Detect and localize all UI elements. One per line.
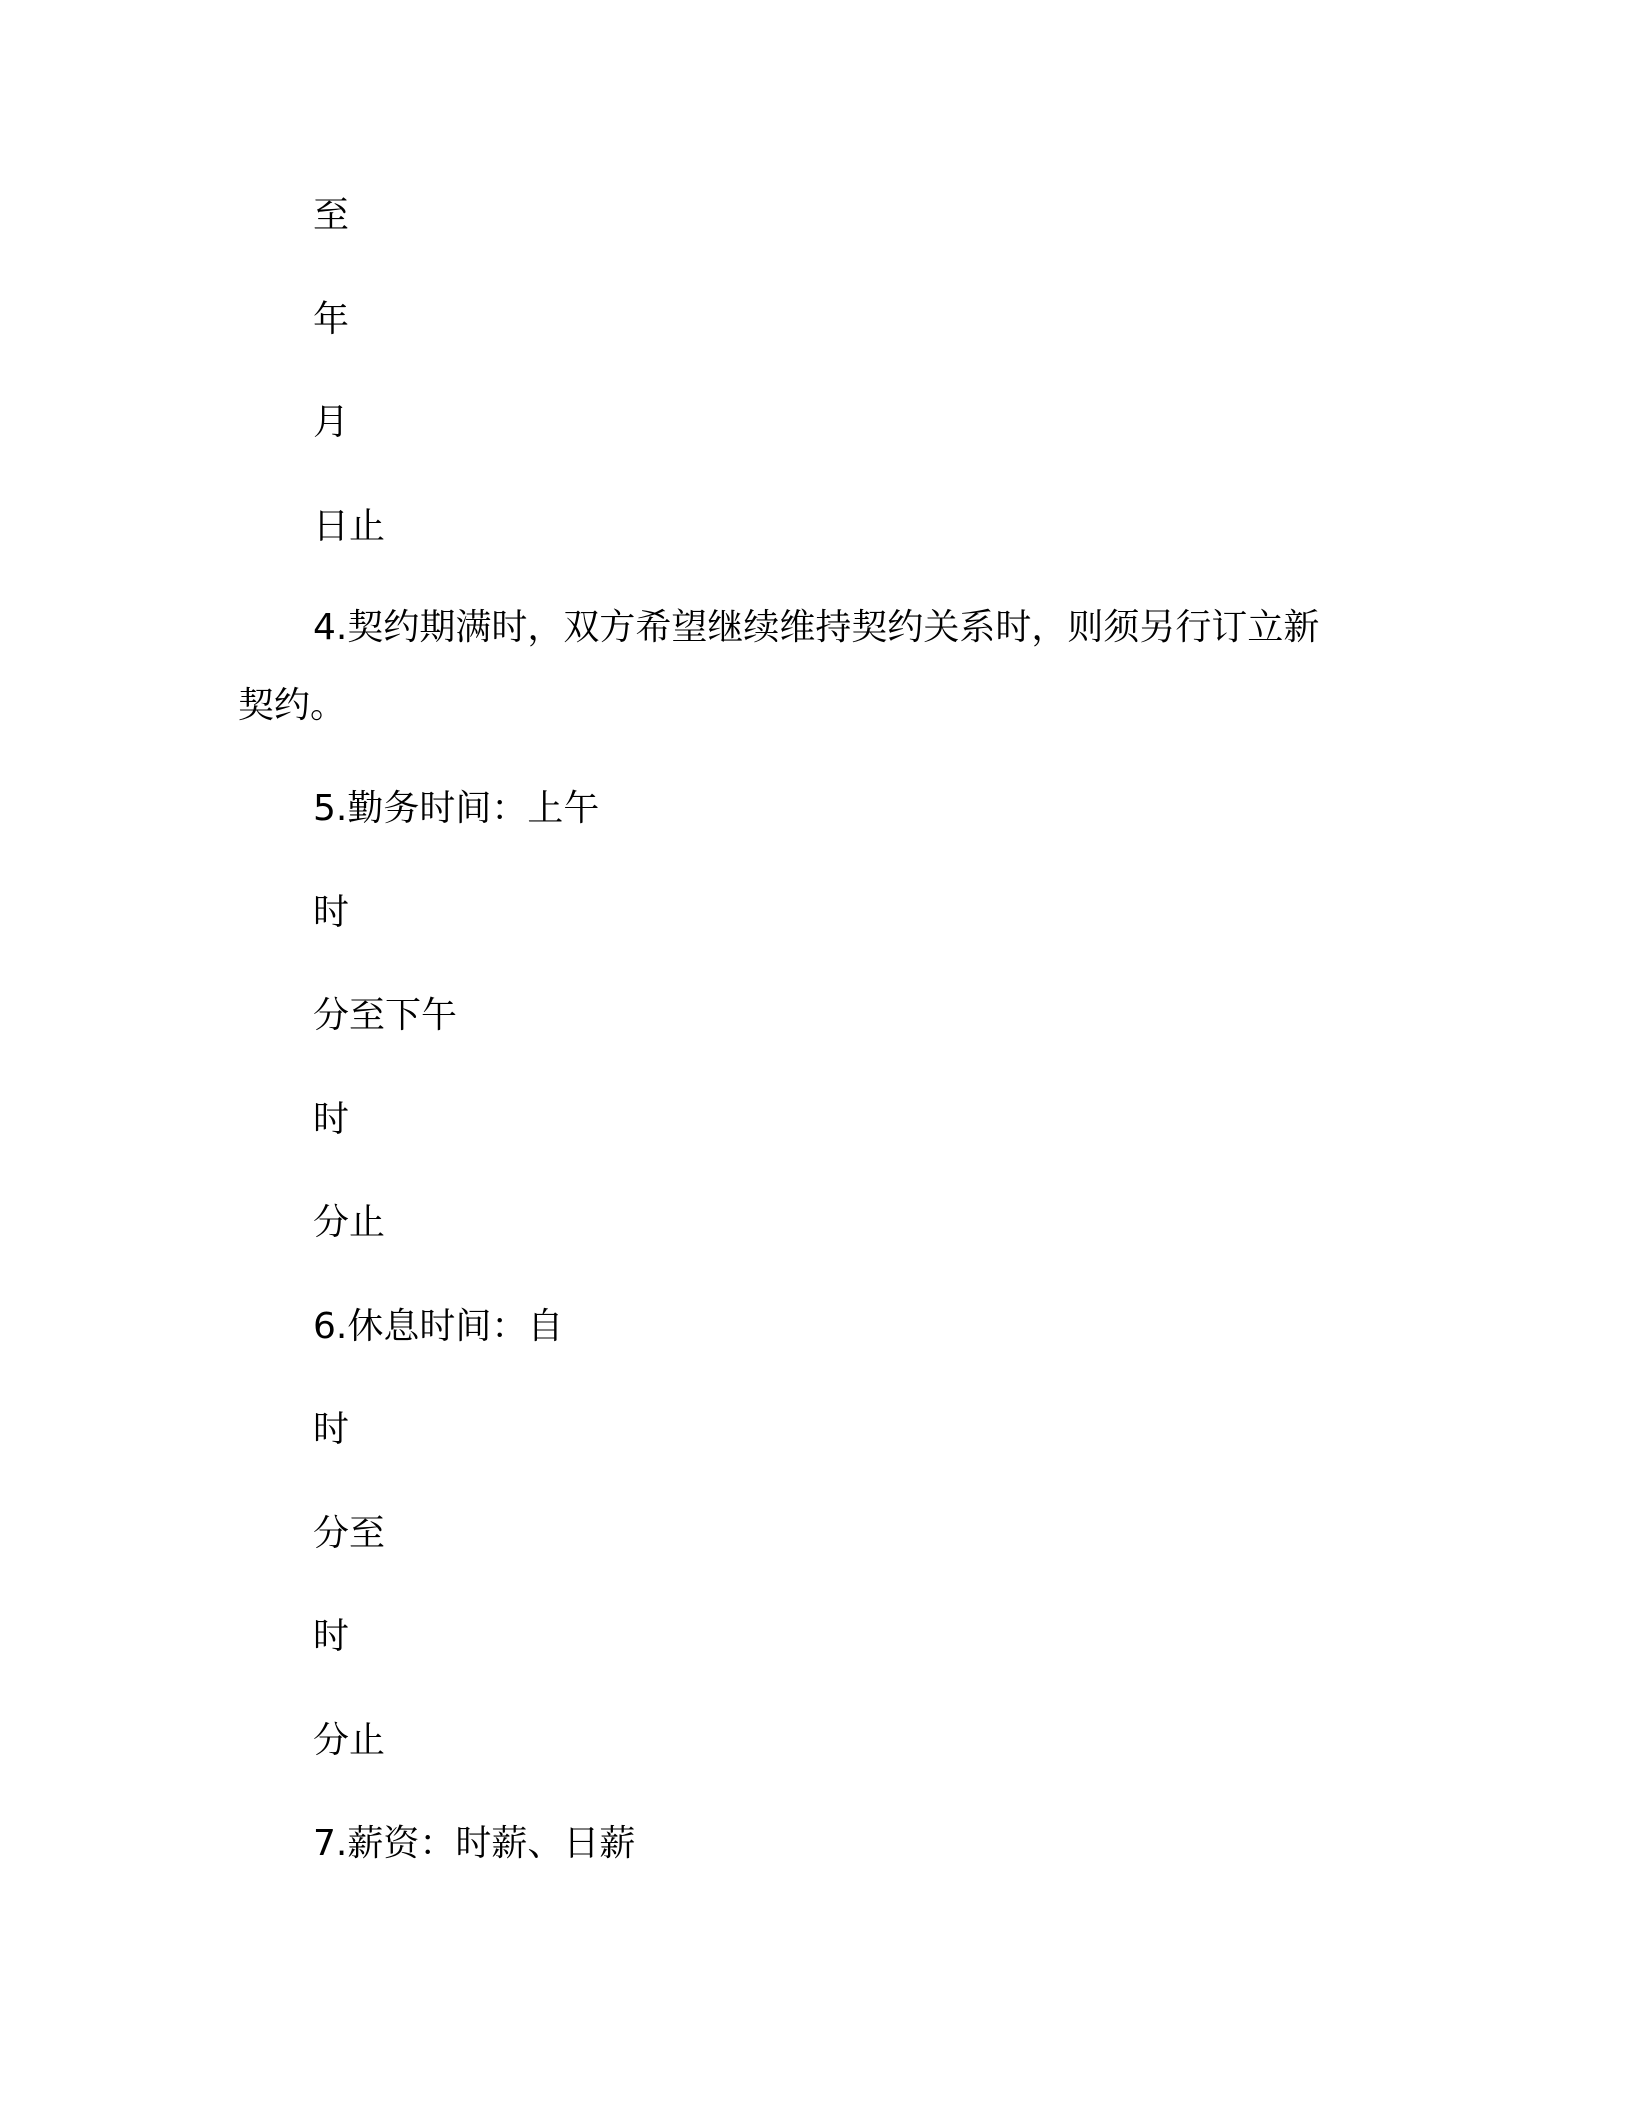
clause-4-line-2: 契约。: [238, 685, 347, 726]
clause-4-line-1: 4.契约期满时，双方希望继续维持契约关系时，则须另行订立新: [313, 607, 1320, 648]
text-line: 日止: [313, 506, 386, 547]
text-line: 分至下午: [313, 995, 458, 1036]
text-line: 分至: [313, 1513, 386, 1554]
text-line: 时: [313, 1616, 350, 1657]
text-line: 至: [313, 195, 350, 236]
clause-7-heading: 7.薪资：时薪、日薪: [313, 1823, 636, 1864]
text-line: 年: [313, 299, 350, 340]
text-line: 时: [313, 1099, 350, 1140]
clause-5-heading: 5.勤务时间：上午: [313, 788, 600, 829]
text-line: 时: [313, 892, 350, 933]
text-line: 分止: [313, 1720, 386, 1761]
text-line: 分止: [313, 1202, 386, 1243]
clause-6-heading: 6.休息时间：自: [313, 1306, 564, 1347]
text-line: 时: [313, 1409, 350, 1450]
text-line: 月: [313, 402, 350, 443]
